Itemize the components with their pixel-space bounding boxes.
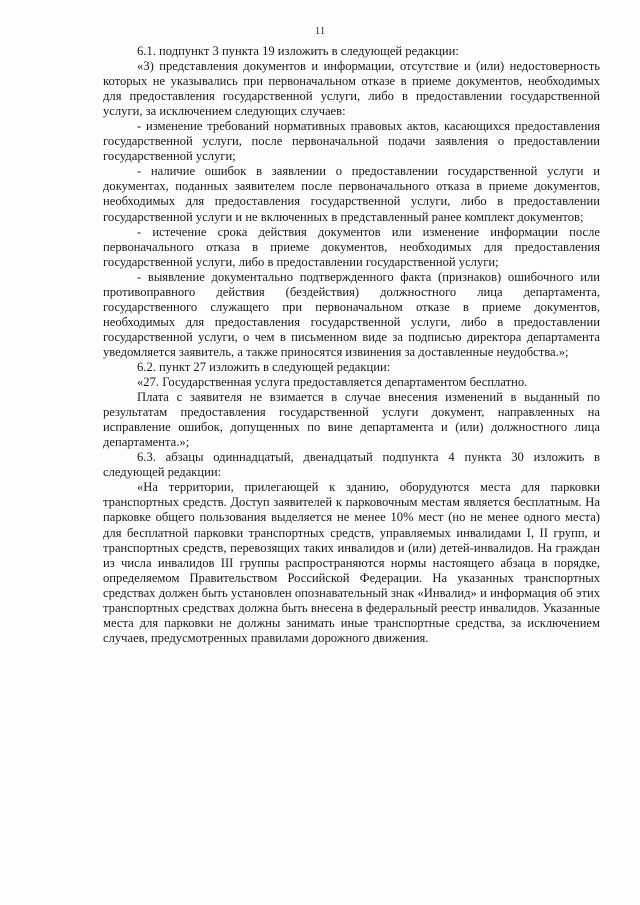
paragraph-case-unlawful-action: - выявление документально подтвержденного факта (признаков) ошибочного или противоправного действия (бездействия) должностного лица департамента, государственного служащего при первоначальном отказе в приеме документов, необходимых для предоставления государственной услуги, либо в предоставлении государственной услуги, о чем в письменном виде за подписью директора департамента уведомляется заявитель, а также приносятся извинения за доставленные неудобства.»; [103,269,600,359]
paragraph-case-requirements-change: - изменение требований нормативных правовых актов, касающихся предоставления государственной услуги, после первоначальной подачи заявления о предоставлении государственной услуги; [103,119,600,164]
paragraph-parking: «На территории, прилегающей к зданию, оборудуются места для парковки транспортных средств. Доступ заявителей к парковочным местам является бесплатным. На парковке общего пользования выделяется не менее 10% мест (но не менее одного места) для бесплатной парковки транспортных средств, управляемых инвалидами I, II групп, и транспортных средств, перевозящих таких инвалидов и (или) детей-инвалидов. На граждан из числа инвалидов III группы распространяются нормы настоящего абзаца в порядке, определяемом Правительством Российской Федерации. На указанных транспортных средствах должен быть установлен опознавательный знак «Инвалид» и информация об этих транспортных средствах должна быть внесена в федеральный реестр инвалидов. Указанные места для парковки не должны занимать иные транспортные средства, за исключением случаев, предусмотренных правилами дорожного движения. [103,480,600,645]
paragraph-case-expiry: - истечение срока действия документов или изменение информации после первоначального отказа в приеме документов, необходимых для предоставления государственной услуги, либо в предоставлении государственной услуги; [103,224,600,269]
paragraph-6-3: 6.3. абзацы одиннадцатый, двенадцатый подпункта 4 пункта 30 изложить в следующей редакции: [103,450,600,480]
page-number: 11 [314,25,326,37]
paragraph-item-27: «27. Государственная услуга предоставляется департаментом бесплатно. [137,375,528,390]
paragraph-fee: Плата с заявителя не взимается в случае внесения изменений в выданный по результатам предоставления государственной услуги документ, направленных на исправление ошибок, допущенных по вине департамента и (или) должностного лица департамента.»; [103,390,600,450]
paragraph-6-2: 6.2. пункт 27 изложить в следующей редакции: [137,359,391,374]
paragraph-6-1: 6.1. подпункт 3 пункта 19 изложить в следующей редакции: [137,44,459,58]
paragraph-subitem-3: «3) представления документов и информации, отсутствие и (или) недостоверность которых не указывались при первоначальном отказе в приеме документов, необходимых для предоставления государственной услуги, либо в предоставлении государственной услуги, за исключением следующих случаев: [103,59,600,119]
paragraph-case-errors: - наличие ошибок в заявлении о предоставлении государственной услуги и документах, поданных заявителем после первоначального отказа в приеме документов, необходимых для предоставления государственной услуги, либо в предоставлении государственной услуги и не включенных в представленный ранее комплект документов; [103,164,600,224]
